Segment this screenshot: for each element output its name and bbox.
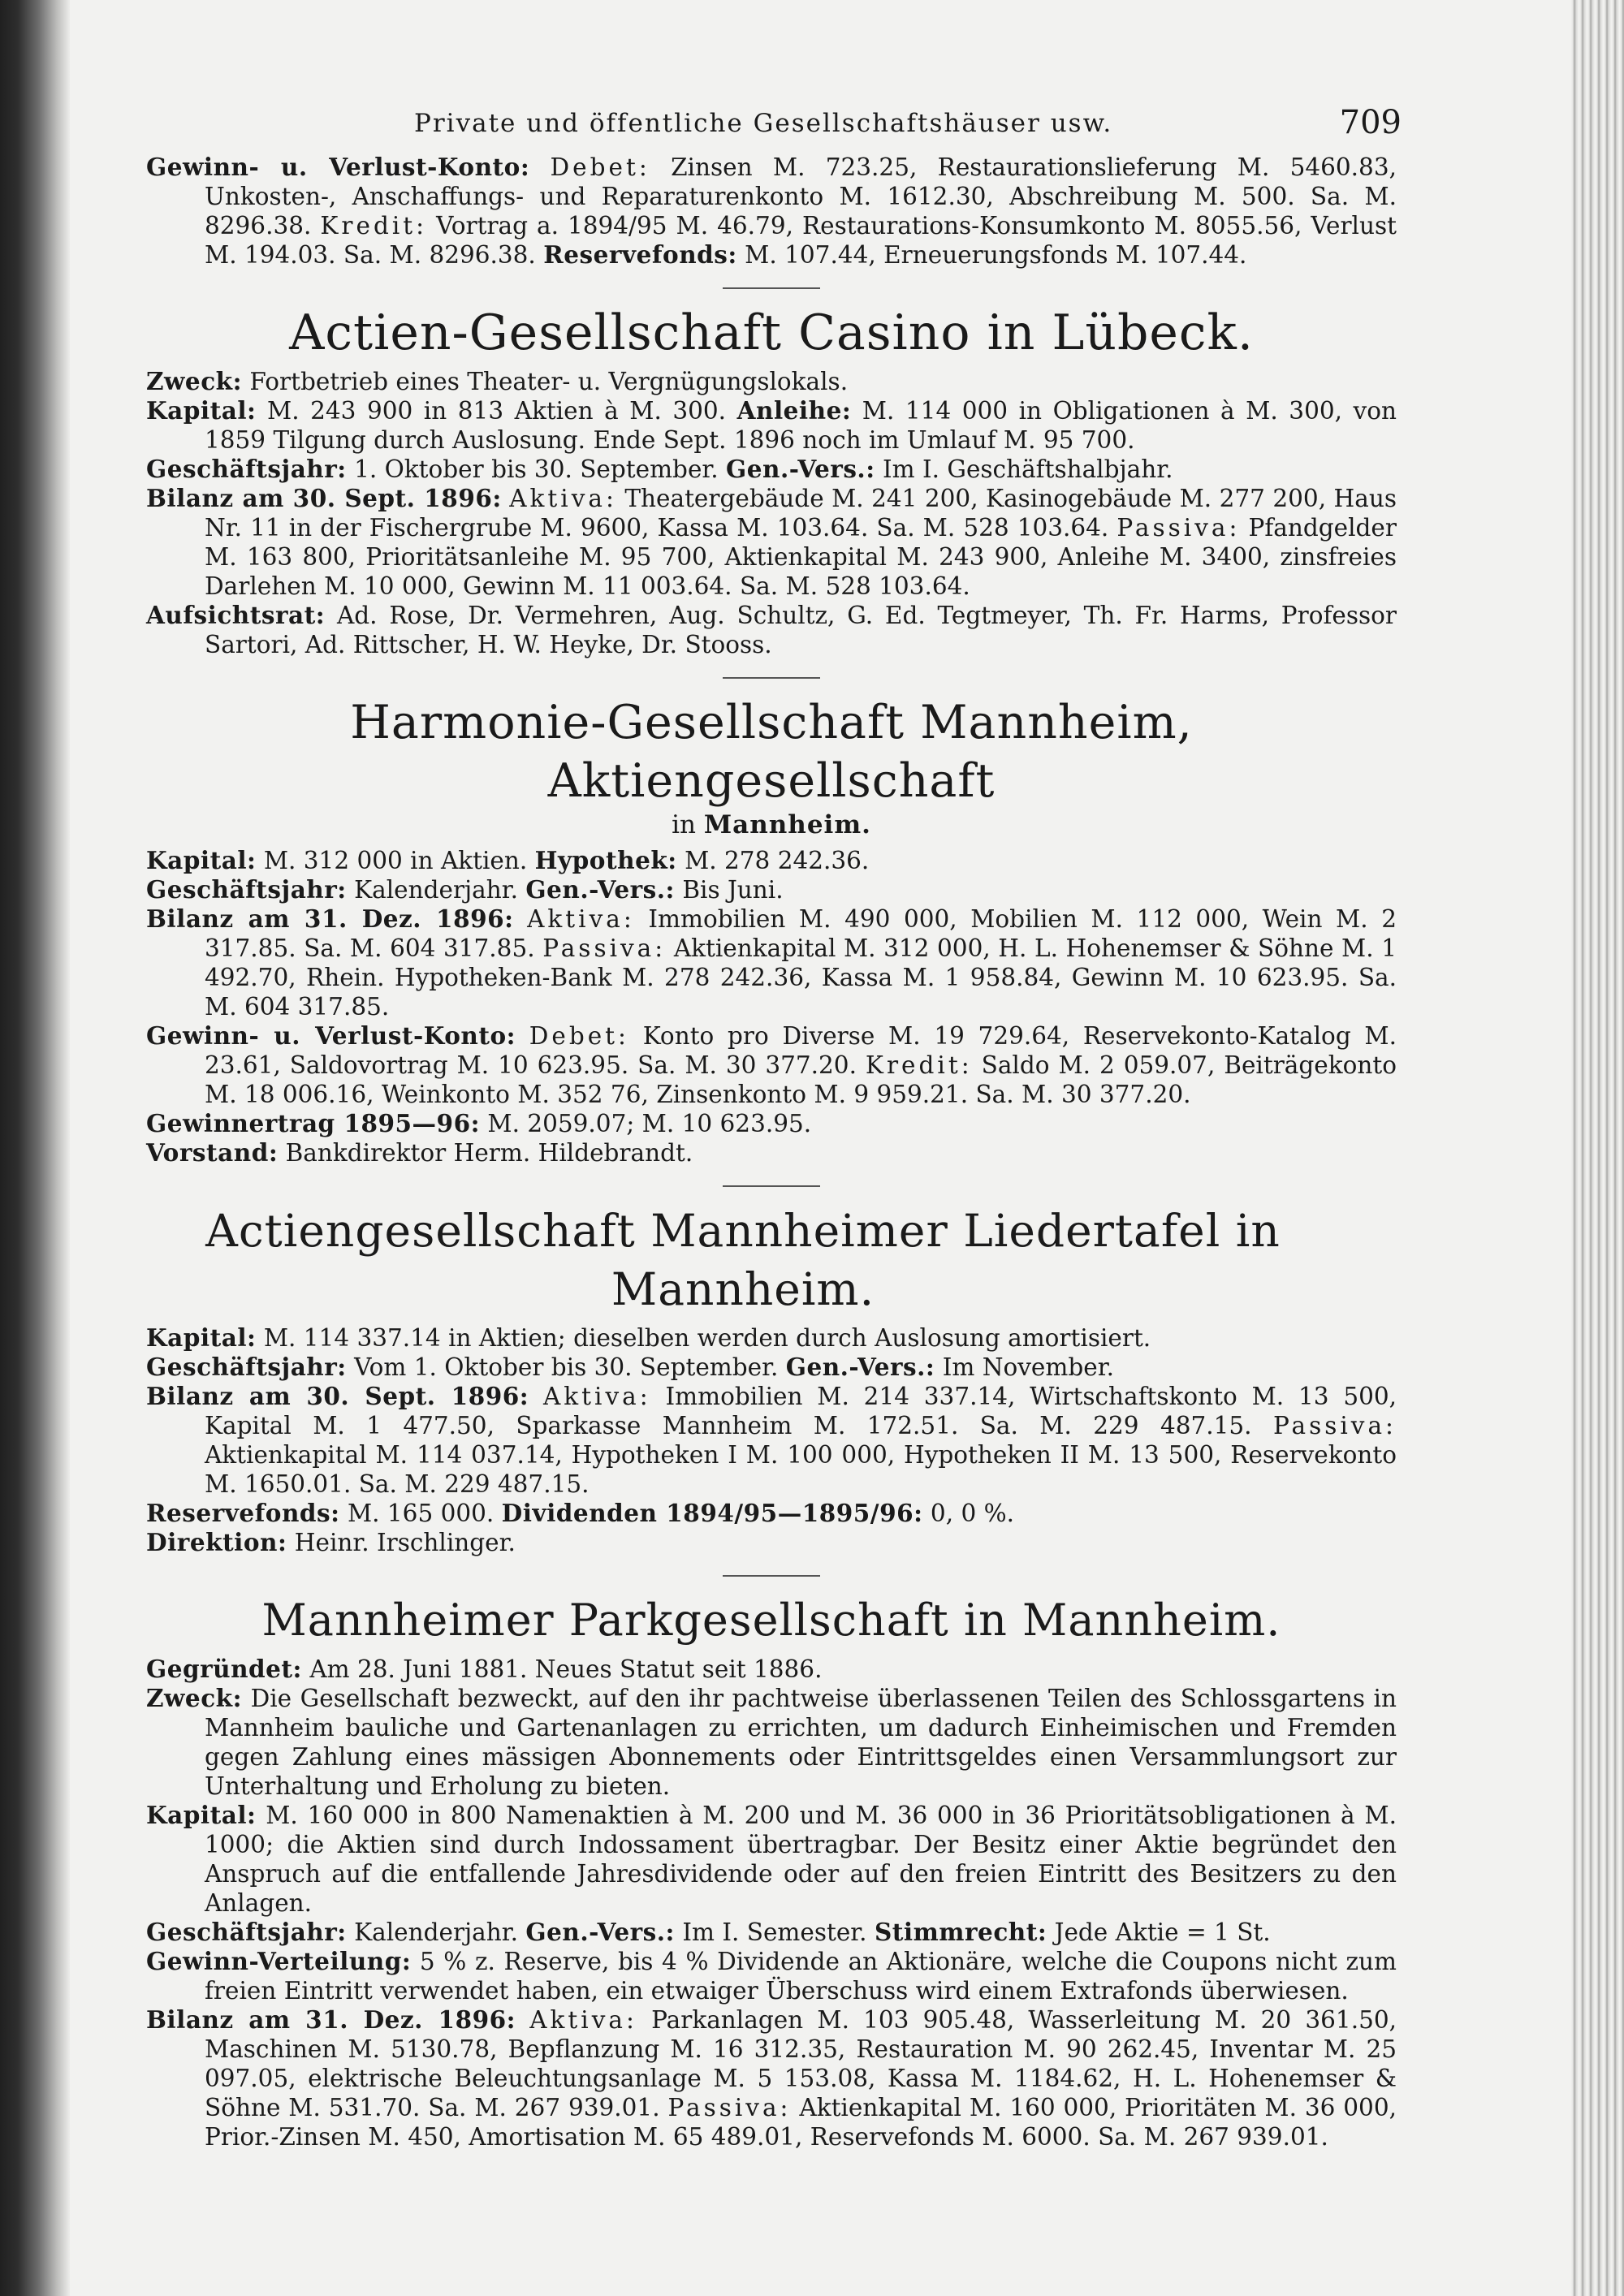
field-label: Bilanz am 30. Sept. 1896: bbox=[146, 1382, 529, 1410]
aktiva-label: Aktiva: bbox=[529, 2006, 637, 2034]
field-label: Geschäftsjahr: bbox=[146, 455, 347, 483]
kapital-paragraph bbox=[146, 1801, 1397, 1918]
field-label: Vorstand: bbox=[146, 1138, 279, 1167]
direktion-paragraph bbox=[146, 1528, 1397, 1557]
field-label: Kapital: bbox=[146, 1323, 257, 1352]
field-text: Kalenderjahr. bbox=[354, 876, 519, 904]
field-text: Aktienkapital M. 160 000, Prioritäten M. 36 000, Prior.-Zinsen M. 450, Amortisation M. 65 489.01, Reservefonds M. 6000. Sa. M. 267 939.01. bbox=[205, 2094, 1397, 2151]
field-label: Kapital: bbox=[146, 1801, 257, 1829]
subtitle-city: Mannheim. bbox=[703, 810, 871, 839]
entry-subtitle bbox=[146, 810, 1397, 839]
field-label: Gegründet: bbox=[146, 1655, 302, 1683]
vorstand-paragraph bbox=[146, 1138, 1397, 1167]
subtitle-in: in bbox=[672, 810, 696, 839]
section-divider bbox=[723, 287, 820, 289]
entry-title-park: Mannheimer Parkgesellschaft in Mannheim. bbox=[261, 1595, 1281, 1646]
field-label: Reservefonds: bbox=[146, 1499, 340, 1527]
field-text: M. 2059.07; M. 10 623.95. bbox=[487, 1110, 812, 1137]
field-text: 0, 0 %. bbox=[930, 1500, 1014, 1527]
field-label: Dividenden 1894/95—1895/96: bbox=[501, 1499, 923, 1527]
page-number: 709 bbox=[1339, 104, 1402, 141]
kapital-paragraph bbox=[146, 846, 1397, 875]
reservefonds-paragraph bbox=[146, 1499, 1397, 1528]
field-label: Bilanz am 30. Sept. 1896: bbox=[146, 484, 502, 512]
field-label: Kapital: bbox=[146, 396, 257, 425]
debet-label: Debet: bbox=[550, 153, 650, 181]
kredit-label: Kredit: bbox=[320, 212, 428, 240]
field-text: Aktienkapital M. 114 037.14, Hypotheken I M. 100 000, Hypotheken II M. 13 500, Reservekonto M. 1650.01. Sa. M. 229 487.15. bbox=[205, 1441, 1397, 1498]
field-label: Zweck: bbox=[146, 1684, 242, 1712]
field-text: Pfandgelder M. 163 800, Prioritätsanleihe M. 95 700, Aktienkapital M. 243 900, Anleihe M. 3400, zinsfreies Darlehen M. 10 000, Gewinn M. 11 003.64. Sa. M. 528 103.64. bbox=[205, 514, 1397, 600]
field-label: Gen.-Vers.: bbox=[726, 455, 875, 483]
field-text: M. 278 242.36. bbox=[685, 847, 870, 874]
field-text: Ad. Rose, Dr. Vermehren, Aug. Schultz, G. Ed. Tegtmeyer, Th. Fr. Harms, Professor Sartori, Ad. Rittscher, H. W. Heyke, Dr. Stooss. bbox=[205, 602, 1397, 658]
field-text: Im I. Semester. bbox=[682, 1918, 867, 1946]
field-text: M. 312 000 in Aktien. bbox=[263, 847, 528, 874]
field-label: Gewinn- u. Verlust-Konto: bbox=[146, 1021, 516, 1050]
field-text: Vom 1. Oktober bis 30. September. bbox=[354, 1353, 779, 1381]
field-text: Fortbetrieb eines Theater- u. Vergnügungslokals. bbox=[249, 368, 849, 395]
passiva-label: Passiva: bbox=[1272, 1412, 1397, 1439]
bilanz-paragraph bbox=[146, 484, 1397, 601]
field-text: Theatergebäude M. 241 200, Kasinogebäude M. 277 200, Haus Nr. 11 in der Fischergrube M. 9600, Kassa M. 103.64. Sa. M. 528 103.64. bbox=[205, 485, 1397, 542]
gewinn-verteilung-paragraph bbox=[146, 1947, 1397, 2005]
field-text: M. 160 000 in 800 Namenaktien à M. 200 und M. 36 000 in 36 Prioritätsobligationen à M. 1000; die Aktien sind durch Indossament übertragbar. Der Besitz einer Aktie begründet den Anspruch auf die entfallende Jahresdividende oder auf den freien Eintritt des Besitzers zu den Anlagen. bbox=[205, 1802, 1397, 1917]
document-page bbox=[146, 104, 1402, 2151]
entry-title-liedertafel: Actiengesellschaft Mannheimer Liedertafel in Mannheim. bbox=[205, 1205, 1281, 1315]
bilanz-paragraph bbox=[146, 2005, 1397, 2151]
passiva-label: Passiva: bbox=[1116, 514, 1241, 542]
book-binding-shadow bbox=[0, 0, 70, 2296]
field-label: Aufsichtsrat: bbox=[146, 601, 326, 629]
field-text: Im November. bbox=[942, 1353, 1114, 1381]
kredit-label: Kredit: bbox=[865, 1051, 973, 1079]
geschaeftsjahr-paragraph bbox=[146, 455, 1397, 484]
field-text: Bankdirektor Herm. Hildebrandt. bbox=[285, 1139, 693, 1167]
gegruendet-paragraph bbox=[146, 1655, 1397, 1684]
field-text: Immobilien M. 490 000, Mobilien M. 112 000, Wein M. 2 317.85. Sa. M. 604 317.85. bbox=[205, 905, 1397, 962]
field-text: Zinsen M. 723.25, Restaurationslieferung M. 5460.83, Unkosten-, Anschaffungs- und Reparaturenkonto M. 1612.30, Abschreibung M. 500. Sa. M. 8296.38. bbox=[205, 153, 1397, 240]
field-label: Gewinnertrag 1895—96: bbox=[146, 1109, 480, 1137]
gewinnertrag-paragraph bbox=[146, 1109, 1397, 1138]
prev-entry-paragraph bbox=[146, 153, 1397, 270]
bilanz-paragraph bbox=[146, 904, 1397, 1021]
field-text: Immobilien M. 214 337.14, Wirtschaftskonto M. 13 500, Kapital M. 1 477.50, Sparkasse Mannheim M. 172.51. Sa. M. 229 487.15. bbox=[205, 1383, 1397, 1439]
field-label: Reservefonds: bbox=[543, 240, 737, 269]
field-label: Zweck: bbox=[146, 367, 242, 395]
section-divider bbox=[723, 1185, 820, 1187]
geschaeftsjahr-paragraph bbox=[146, 1353, 1397, 1382]
field-text: Parkanlagen M. 103 905.48, Wasserleitung M. 20 361.50, Maschinen M. 5130.78, Bepflanzung M. 16 312.35, Restauration M. 90 262.45, Inventar M. 25 097.05, elektrische Beleuchtungsanlage M. 5 153.08, Kassa M. 1184.62, H. L. Hohenemser & Söhne M. 531.70. Sa. M. 267 939.01. bbox=[205, 2006, 1397, 2121]
field-text: Kalenderjahr. bbox=[354, 1918, 519, 1946]
field-label: Gen.-Vers.: bbox=[525, 1918, 675, 1946]
field-text: Konto pro Diverse M. 19 729.64, Reservekonto-Katalog M. 23.61, Saldovortrag M. 10 623.95. Sa. M. 30 377.20. bbox=[205, 1022, 1397, 1079]
field-text: Am 28. Juni 1881. Neues Statut seit 1886. bbox=[309, 1655, 823, 1683]
field-text: 5 % z. Reserve, bis 4 % Dividende an Aktionäre, welche die Coupons nicht zum freien Eintritt verwendet haben, ein etwaiger Überschuss wird einem Extrafonds überwiesen. bbox=[205, 1948, 1397, 2005]
gewinn-verlust-paragraph bbox=[146, 1021, 1397, 1109]
field-label: Direktion: bbox=[146, 1528, 287, 1556]
kapital-paragraph bbox=[146, 396, 1397, 455]
aktiva-label: Aktiva: bbox=[527, 905, 635, 933]
section-divider bbox=[723, 1575, 820, 1577]
bilanz-paragraph bbox=[146, 1382, 1397, 1499]
field-label: Geschäftsjahr: bbox=[146, 1918, 347, 1946]
field-text: Im I. Geschäftshalbjahr. bbox=[882, 455, 1173, 483]
field-label: Gen.-Vers.: bbox=[785, 1353, 935, 1381]
zweck-paragraph bbox=[146, 1684, 1397, 1801]
aktiva-label: Aktiva: bbox=[543, 1383, 651, 1410]
field-text: Aktienkapital M. 312 000, H. L. Hohenemser & Söhne M. 1 492.70, Rhein. Hypotheken-Bank M. 278 242.36, Kassa M. 1 958.84, Gewinn M. 10 623.95. Sa. M. 604 317.85. bbox=[205, 934, 1397, 1021]
field-text: Die Gesellschaft bezweckt, auf den ihr pachtweise überlassenen Teilen des Schlossgartens in Mannheim bauliche und Gartenanlagen zu errichten, um dadurch Einheimischen und Fremden gegen Zahlung eines mässigen Abonnements oder Eintrittsgeldes einen Versammlungsort zur Unterhaltung und Erholung zu bieten. bbox=[205, 1685, 1397, 1800]
field-label: Gewinn- u. Verlust-Konto: bbox=[146, 153, 530, 181]
field-label: Stimmrecht: bbox=[874, 1918, 1047, 1946]
field-text: Vortrag a. 1894/95 M. 46.79, Restaurations-Konsumkonto M. 8055.56, Verlust M. 194.03. Sa. M. 8296.38. bbox=[205, 212, 1397, 269]
aktiva-label: Aktiva: bbox=[509, 485, 617, 512]
field-text: M. 243 900 in 813 Aktien à M. 300. bbox=[266, 397, 727, 425]
field-text: M. 114 000 in Obligationen à M. 300, von 1859 Tilgung durch Auslosung. Ende Sept. 1896 noch im Umlauf M. 95 700. bbox=[205, 397, 1397, 454]
running-title: Private und öffentliche Gesellschaftshäuser usw. bbox=[414, 109, 1113, 138]
field-label: Gewinn-Verteilung: bbox=[146, 1947, 412, 1975]
field-label: Gen.-Vers.: bbox=[525, 875, 675, 904]
kapital-paragraph bbox=[146, 1323, 1397, 1353]
geschaeftsjahr-paragraph bbox=[146, 1918, 1397, 1947]
aufsichtsrat-paragraph bbox=[146, 601, 1397, 659]
field-text: Jede Aktie = 1 St. bbox=[1054, 1918, 1271, 1946]
debet-label: Debet: bbox=[529, 1022, 629, 1050]
geschaeftsjahr-paragraph bbox=[146, 875, 1397, 904]
field-text: M. 114 337.14 in Aktien; dieselben werden durch Auslosung amortisiert. bbox=[263, 1324, 1151, 1352]
field-text: M. 165 000. bbox=[347, 1500, 495, 1527]
field-label: Bilanz am 31. Dez. 1896: bbox=[146, 2005, 516, 2034]
zweck-paragraph bbox=[146, 367, 1397, 396]
field-text: M. 107.44, Erneuerungsfonds M. 107.44. bbox=[745, 241, 1247, 269]
field-label: Geschäftsjahr: bbox=[146, 875, 347, 904]
running-header bbox=[146, 104, 1402, 153]
field-label: Hypothek: bbox=[534, 846, 677, 874]
field-label: Bilanz am 31. Dez. 1896: bbox=[146, 904, 514, 933]
field-text: 1. Oktober bis 30. September. bbox=[354, 455, 719, 483]
field-label: Geschäftsjahr: bbox=[146, 1353, 347, 1381]
passiva-label: Passiva: bbox=[667, 2094, 792, 2121]
section-divider bbox=[723, 677, 820, 679]
field-text: Heinr. Irschlinger. bbox=[294, 1529, 516, 1556]
field-text: Saldo M. 2 059.07, Beiträgekonto M. 18 006.16, Weinkonto M. 352 76, Zinsenkonto M. 9 959.21. Sa. M. 30 377.20. bbox=[205, 1051, 1397, 1108]
field-label: Anleihe: bbox=[736, 396, 852, 425]
page-edges bbox=[1570, 0, 1624, 2296]
passiva-label: Passiva: bbox=[542, 934, 667, 962]
entry-title-harmonie: Harmonie-Gesellschaft Mannheim, Aktiengesellschaft bbox=[350, 696, 1193, 808]
entry-title-casino: Actien-Gesellschaft Casino in Lübeck. bbox=[289, 304, 1254, 361]
field-label: Kapital: bbox=[146, 846, 257, 874]
field-text: Bis Juni. bbox=[682, 876, 784, 904]
